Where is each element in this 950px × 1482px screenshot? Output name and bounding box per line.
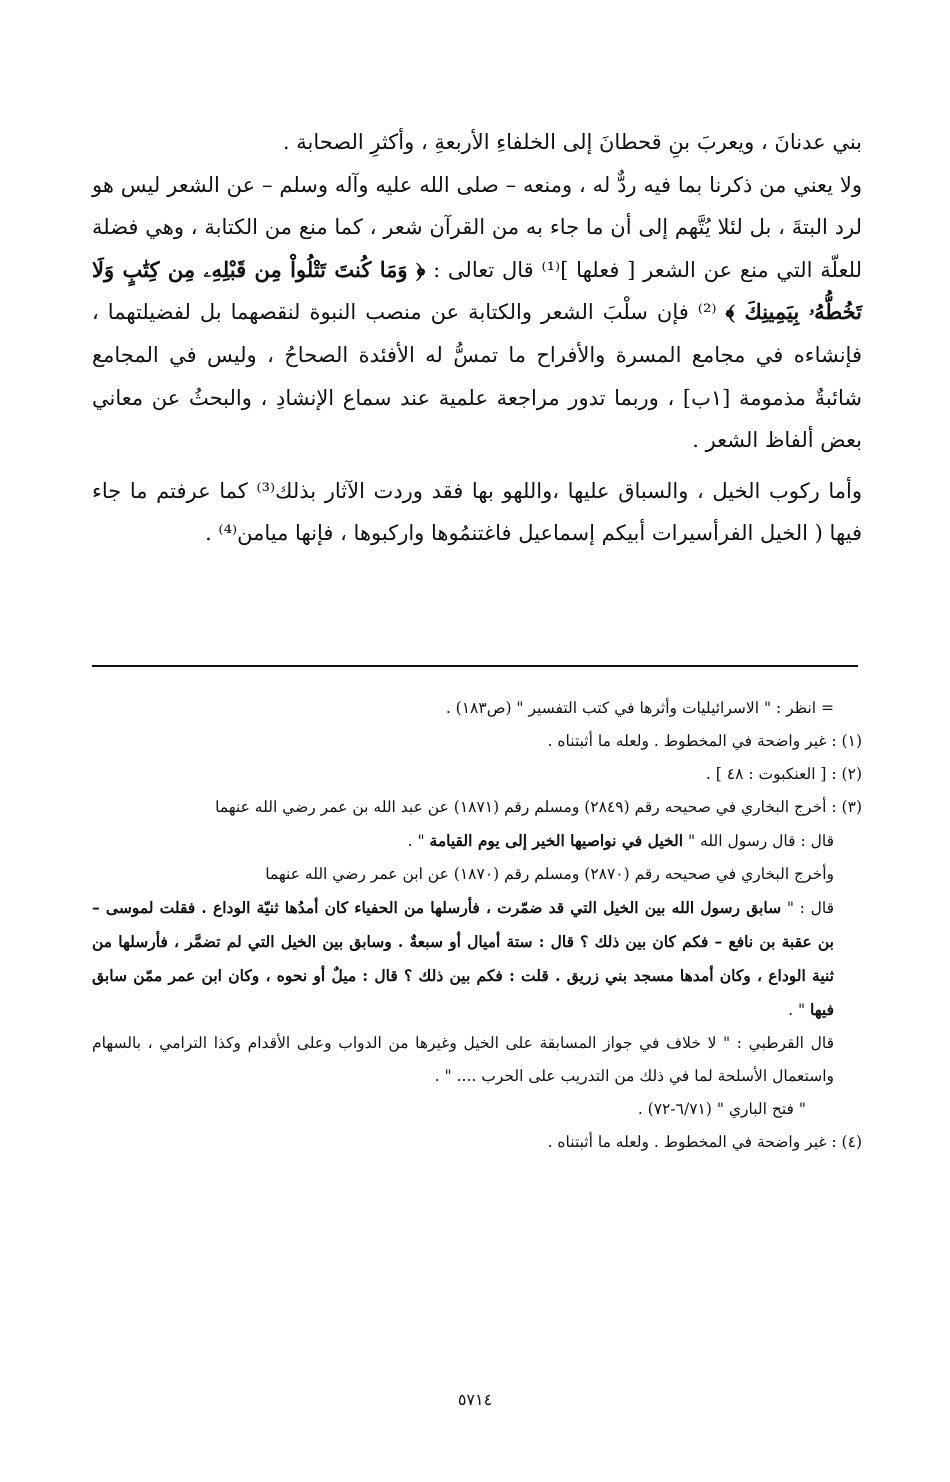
footnote-continued: = انظر : " الاسرائيليات وأثرها في كتب التفسير " (ص١٨٣) . (445, 699, 834, 717)
footnote-3-hadith-1 (92, 824, 862, 858)
footnote-divider (92, 665, 858, 667)
hadith-1-text: الخيل في نواصيها الخير إلى يوم القيامة (429, 831, 684, 850)
paragraph-2-intro: ولا يعني من ذكرنا بما فيه ردٌّ له ، ومنعه – صلى الله عليه وآله وسلم – عن الشعر ليس هو لرد البتةَ ، بل لئلا يُتَّهم إلى أن ما جاء به من القرآن شعر ، كما منع من الكتابة ، وهي فضلة للعلّة التي منع عن الشعر [ فعلها ]⁽¹⁾ قال تعالى : (92, 172, 862, 282)
hadith-1-end: " . (407, 832, 425, 850)
footnote-3-hadith-2 (92, 891, 862, 1027)
footnote-4: (٤) : غير واضحة في المخطوط . ولعله ما أثبتناه . (547, 1133, 862, 1151)
paragraph-2 (92, 164, 862, 462)
main-text (92, 121, 862, 555)
hadith-2-text: سابق رسول الله بين الخيل التي قد ضمّرت ، فأرسلها من الحفياء كان أمدُها ثنيّة الوداع . فقلت لموسى – بن عقبة بن نافع – فكم كان بين ذلك ؟ قال : ستة أميال أو سبعةٌ . وسابق بين الخيل التي لم تضمَّر ، فأرسلها من ثنية الوداع ، وكان أمدها مسجد بني زريق . قلت : فكم بين ذلك ؟ قال : ميلٌ أو نحوه ، وكان ابن عمر ممّن سابق فيها (92, 898, 834, 1019)
hadith-2-intro: قال : " (786, 899, 834, 917)
paragraph-2-continued: ⁽²⁾ فإن سلْبَ الشعر والكتابة عن منصب النبوة لنقصهما بل لفضيلتهما ، فإنشاءه في مجامع المسرة والأفراح ما تمسُّ له الأفئدة الصحاحُ ، وليس في المجامع شائبةٌ مذمومة [١ب] ، وربما تدور مراجعة علمية عند سماع الإنشادِ ، والبحثُ عن معاني بعض ألفاظ الشعر . (92, 300, 863, 453)
footnotes (92, 692, 862, 1159)
hadith-1-intro: قال : قال رسول الله " (688, 832, 834, 850)
footnote-3-text: (٣) : أخرج البخاري في صحيحه رقم (٢٨٤٩) ومسلم رقم (١٨٧١) عن عبد الله بن عمر رضي الله عنهما (215, 798, 862, 816)
footnote-1: (١) : غير واضحة في المخطوط . ولعله ما أثبتناه . (547, 732, 862, 750)
paragraph-3: وأما ركوب الخيل ، والسباق عليها ،واللهو بها فقد وردت الآثار بذلك⁽³⁾ كما عرفتم ما جاء فيها ( الخيل الفرأسيرات أبيكم إسماعيل فاغتنمُوها واركبوها ، فإنها ميامن⁽⁴⁾ . (92, 478, 863, 546)
page-number: ٥٧١٤ (457, 1390, 493, 1409)
footnote-3-qurtubi: قال القرطبي : " لا خلاف في جواز المسابقة على الخيل وغيرها من الدواب وعلى الأقدام وكذا الترامي ، بالسهام واستعمال الأسلحة لما في ذلك من التدريب على الحرب .... " . (92, 1034, 834, 1085)
quran-verse: ﴿ وَمَا كُنتَ تَتْلُواْ مِن قَبْلِهِۦ مِن كِتَٰبٍ وَلَا تَخُطُّهُۥ بِيَمِينِكَ ﴾ (92, 256, 862, 325)
hadith-2-end: " . (788, 1001, 806, 1019)
paragraph-1: بني عدنانَ ، ويعربَ بنِ قحطانَ إلى الخلفاءِ الأربعةِ ، وأكثرِ الصحابة . (282, 130, 862, 154)
footnote-3-source-2: وأخرج البخاري في صحيحه رقم (٢٨٧٠) ومسلم رقم (١٨٧٠) عن ابن عمر رضي الله عنهما (265, 865, 834, 883)
footnote-3 (92, 791, 862, 824)
footnote-3-fath-reference: " فتح الباري " (٦/٧١-٧٢) . (637, 1100, 806, 1118)
footnote-2: (٢) : [ العنكبوت : ٤٨ ] . (705, 765, 862, 783)
